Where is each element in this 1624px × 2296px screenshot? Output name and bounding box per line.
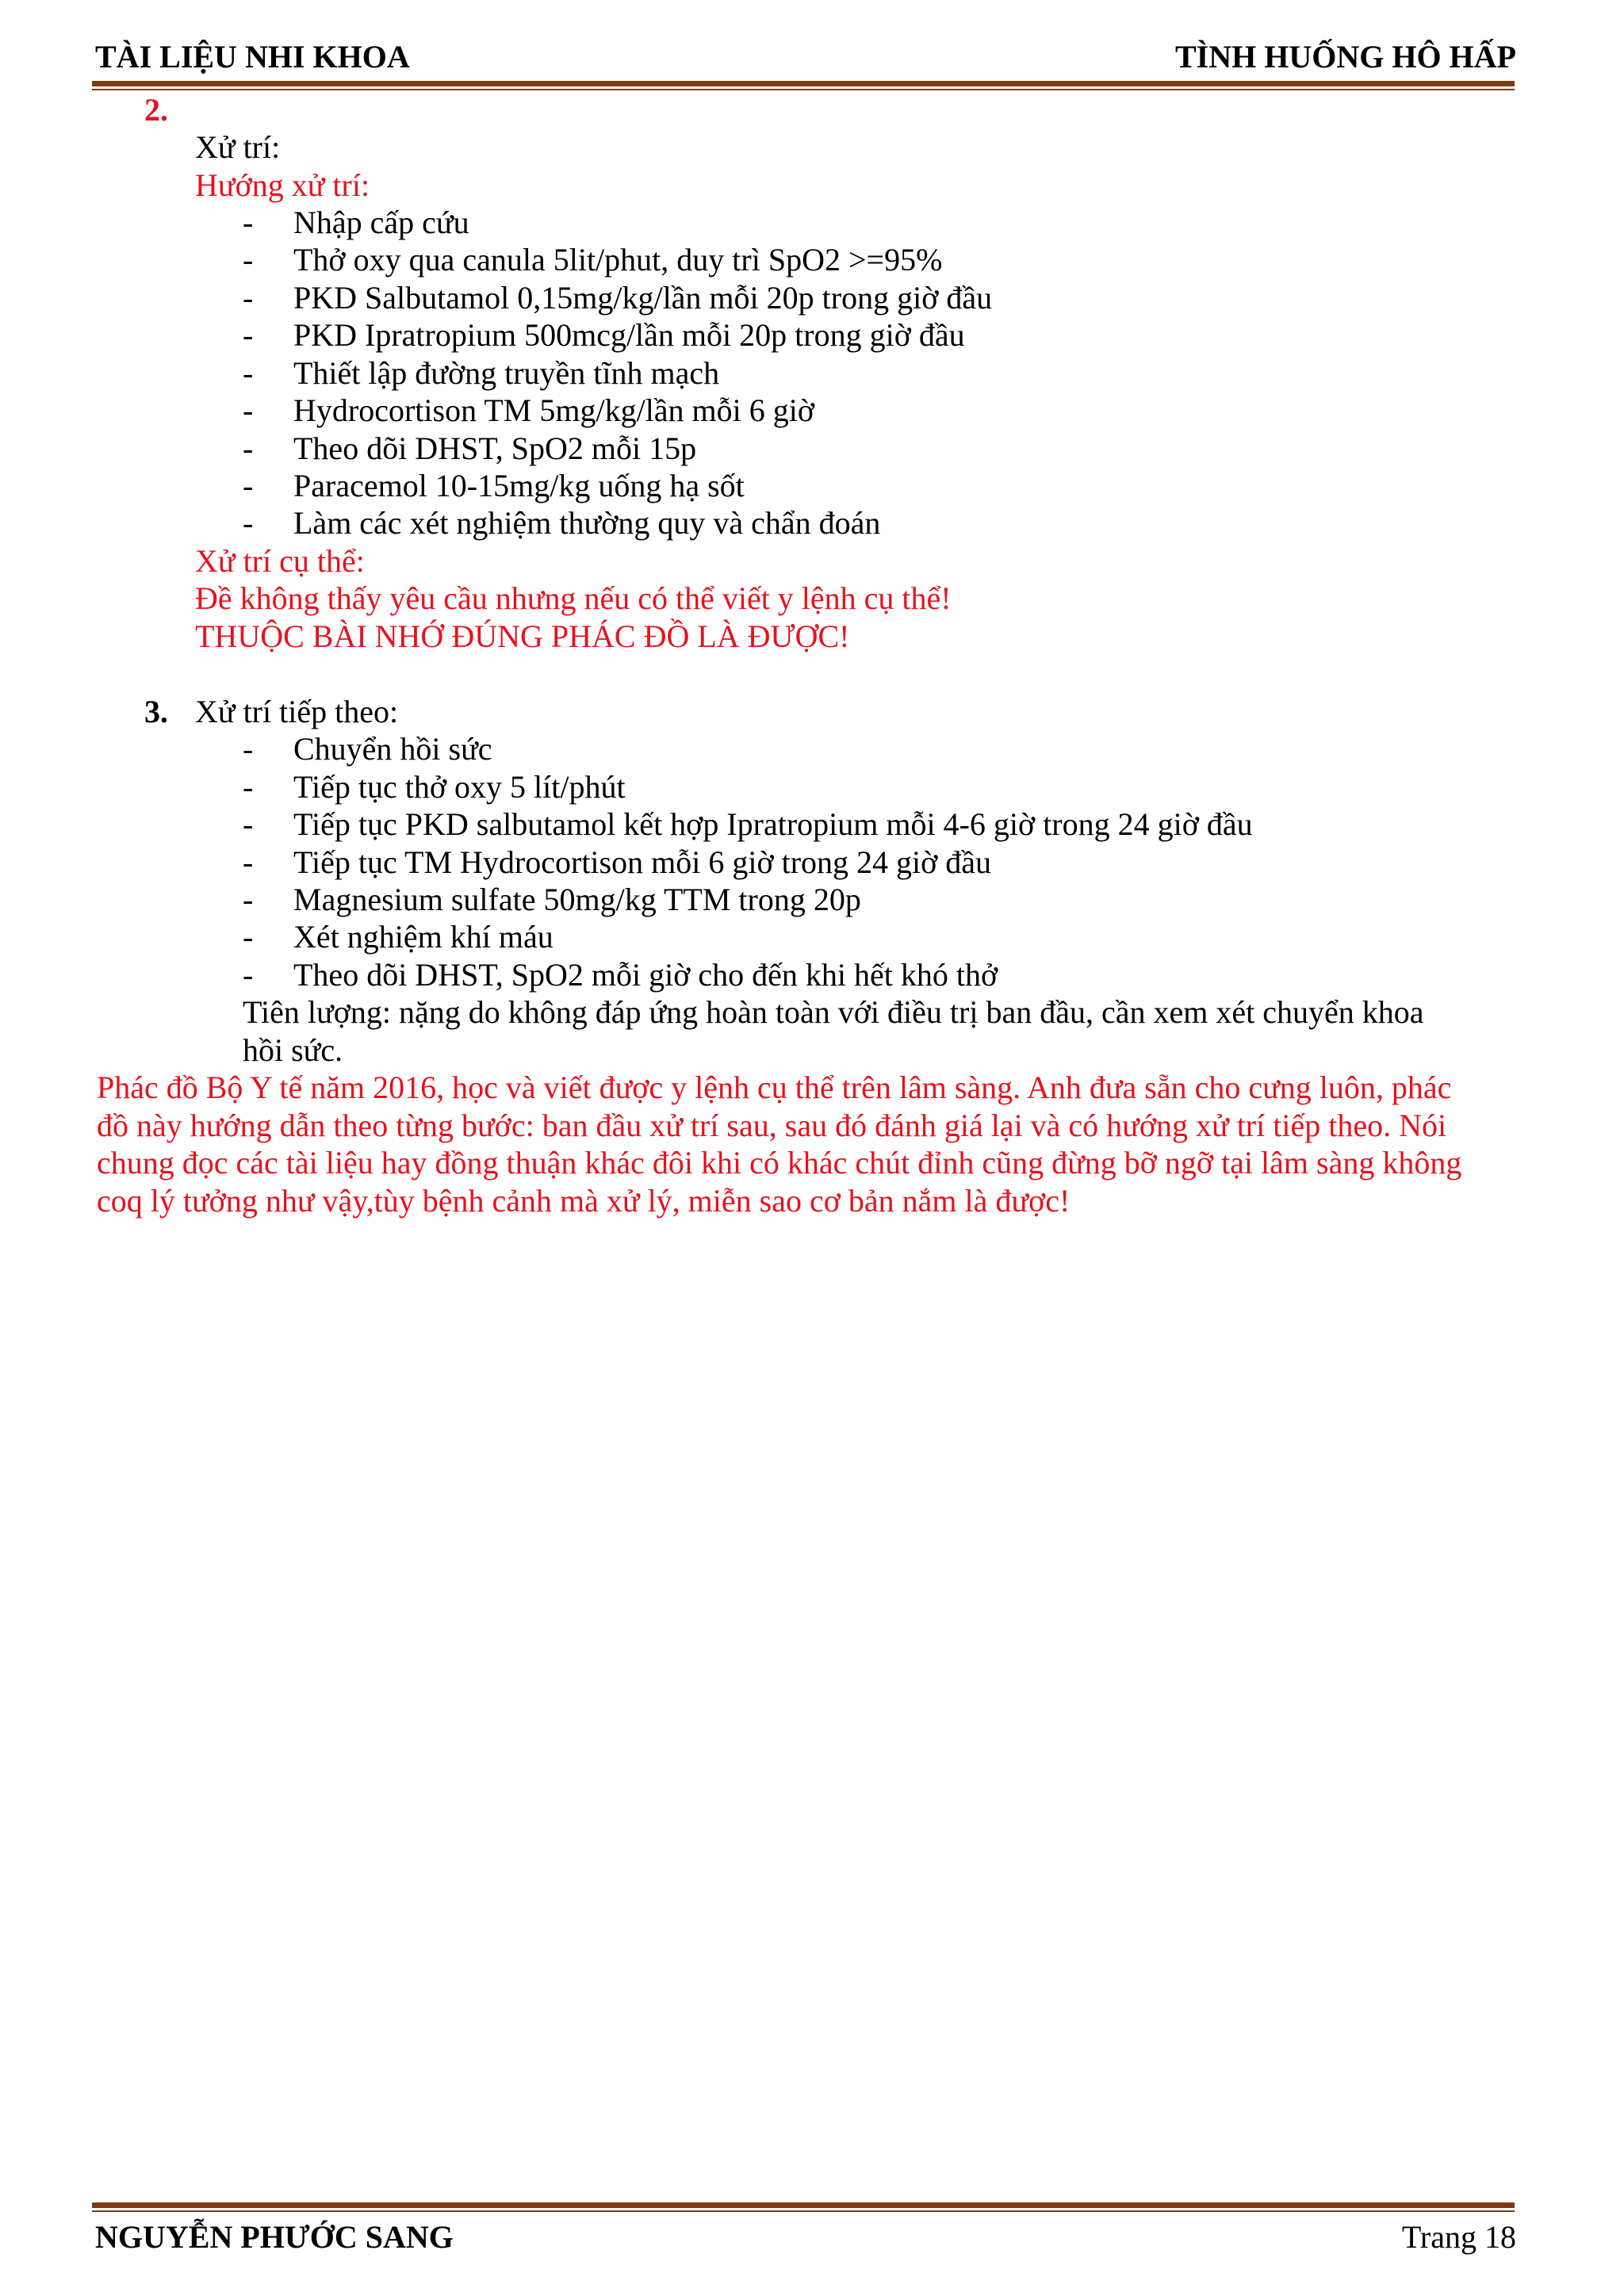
list-item-text: Thiết lập đường truyền tĩnh mạch [293, 355, 720, 391]
section-2-note-2: THUỘC BÀI NHỚ ĐÚNG PHÁC ĐỒ LÀ ĐƯỢC! [195, 618, 850, 654]
list-dash: - [243, 844, 254, 880]
list-item-text: Tiếp tục TM Hydrocortison mỗi 6 giờ trong 24 giờ đầu [293, 844, 992, 880]
list-item-text: Paracemol 10-15mg/kg uống hạ sốt [293, 468, 745, 503]
section-3-prognosis: Tiên lượng: nặng do không đáp ứng hoàn toàn với điều trị ban đầu, cần xem xét chuyển khoa [243, 994, 1424, 1030]
list-item-text: Theo dõi DHST, SpO2 mỗi giờ cho đến khi hết khó thở [293, 957, 998, 993]
list-dash: - [243, 280, 254, 316]
list-item-text: Thở oxy qua canula 5lit/phut, duy trì SpO2 >=95% [293, 242, 943, 277]
list-dash: - [243, 505, 254, 541]
closing-note-line: coq lý tưởng như vậy,tùy bệnh cảnh mà xử lý, miễn sao cơ bản nắm là được! [97, 1183, 1071, 1219]
section-2-number: 2. [144, 92, 168, 128]
section-2-note-1: Đề không thấy yêu cầu nhưng nếu có thể viết y lệnh cụ thể! [195, 580, 952, 616]
footer-divider [92, 2202, 1515, 2212]
header-divider [92, 81, 1515, 90]
section-3-title: Xử trí tiếp theo: [195, 694, 399, 729]
closing-note-line: Phác đồ Bộ Y tế năm 2016, học và viết được y lệnh cụ thể trên lâm sàng. Anh đưa sẵn cho cưng luôn, phác [97, 1070, 1452, 1105]
list-dash: - [243, 355, 254, 391]
section-2-specific-label: Xử trí cụ thể: [195, 543, 365, 579]
list-dash: - [243, 957, 254, 993]
list-dash: - [243, 205, 254, 240]
list-item-text: Tiếp tục PKD salbutamol kết hợp Ipratropium mỗi 4-6 giờ trong 24 giờ đầu [293, 806, 1253, 842]
list-dash: - [243, 317, 254, 353]
list-item-text: PKD Ipratropium 500mcg/lần mỗi 20p trong giờ đầu [293, 317, 965, 353]
page-footer [95, 2215, 1516, 2260]
footer-author: NGUYỄN PHƯỚC SANG [95, 2219, 454, 2255]
list-item-text: Magnesium sulfate 50mg/kg TTM trong 20p [293, 882, 861, 917]
page-number: Trang 18 [1401, 2219, 1516, 2255]
list-dash: - [243, 882, 254, 917]
list-item-text: Theo dõi DHST, SpO2 mỗi 15p [293, 430, 697, 466]
list-dash: - [243, 731, 254, 767]
closing-note-line: chung đọc các tài liệu hay đồng thuận khác đôi khi có khác chút đỉnh cũng đừng bỡ ngỡ tại lâm sàng không [97, 1145, 1462, 1181]
header-title-left: TÀI LIỆU NHI KHOA [95, 39, 410, 75]
list-item-text: Chuyển hồi sức [293, 731, 492, 767]
list-dash: - [243, 392, 254, 428]
section-2-treatment-label: Xử trí: [195, 129, 281, 165]
list-item-text: Tiếp tục thở oxy 5 lít/phút [293, 769, 626, 805]
list-item-text: Hydrocortison TM 5mg/kg/lần mỗi 6 giờ [293, 392, 815, 428]
page-header [95, 35, 1516, 79]
list-dash: - [243, 468, 254, 503]
list-item-text: PKD Salbutamol 0,15mg/kg/lần mỗi 20p trong giờ đầu [293, 280, 993, 316]
list-item-text: Làm các xét nghiệm thường quy và chẩn đoán [293, 505, 881, 541]
list-dash: - [243, 919, 254, 955]
section-3-prognosis-cont: hồi sức. [243, 1032, 343, 1068]
list-dash: - [243, 430, 254, 466]
section-2-direction-label: Hướng xử trí: [195, 167, 370, 203]
closing-note-line: đồ này hướng dẫn theo từng bước: ban đầu xử trí sau, sau đó đánh giá lại và có hướng xử trí tiếp theo. Nói [97, 1108, 1447, 1143]
list-dash: - [243, 242, 254, 277]
header-title-right: TÌNH HUỐNG HÔ HẤP [1174, 39, 1516, 75]
section-3-number: 3. [144, 694, 168, 729]
list-dash: - [243, 806, 254, 842]
list-item-text: Xét nghiệm khí máu [293, 919, 553, 955]
list-dash: - [243, 769, 254, 805]
list-item-text: Nhập cấp cứu [293, 205, 469, 240]
